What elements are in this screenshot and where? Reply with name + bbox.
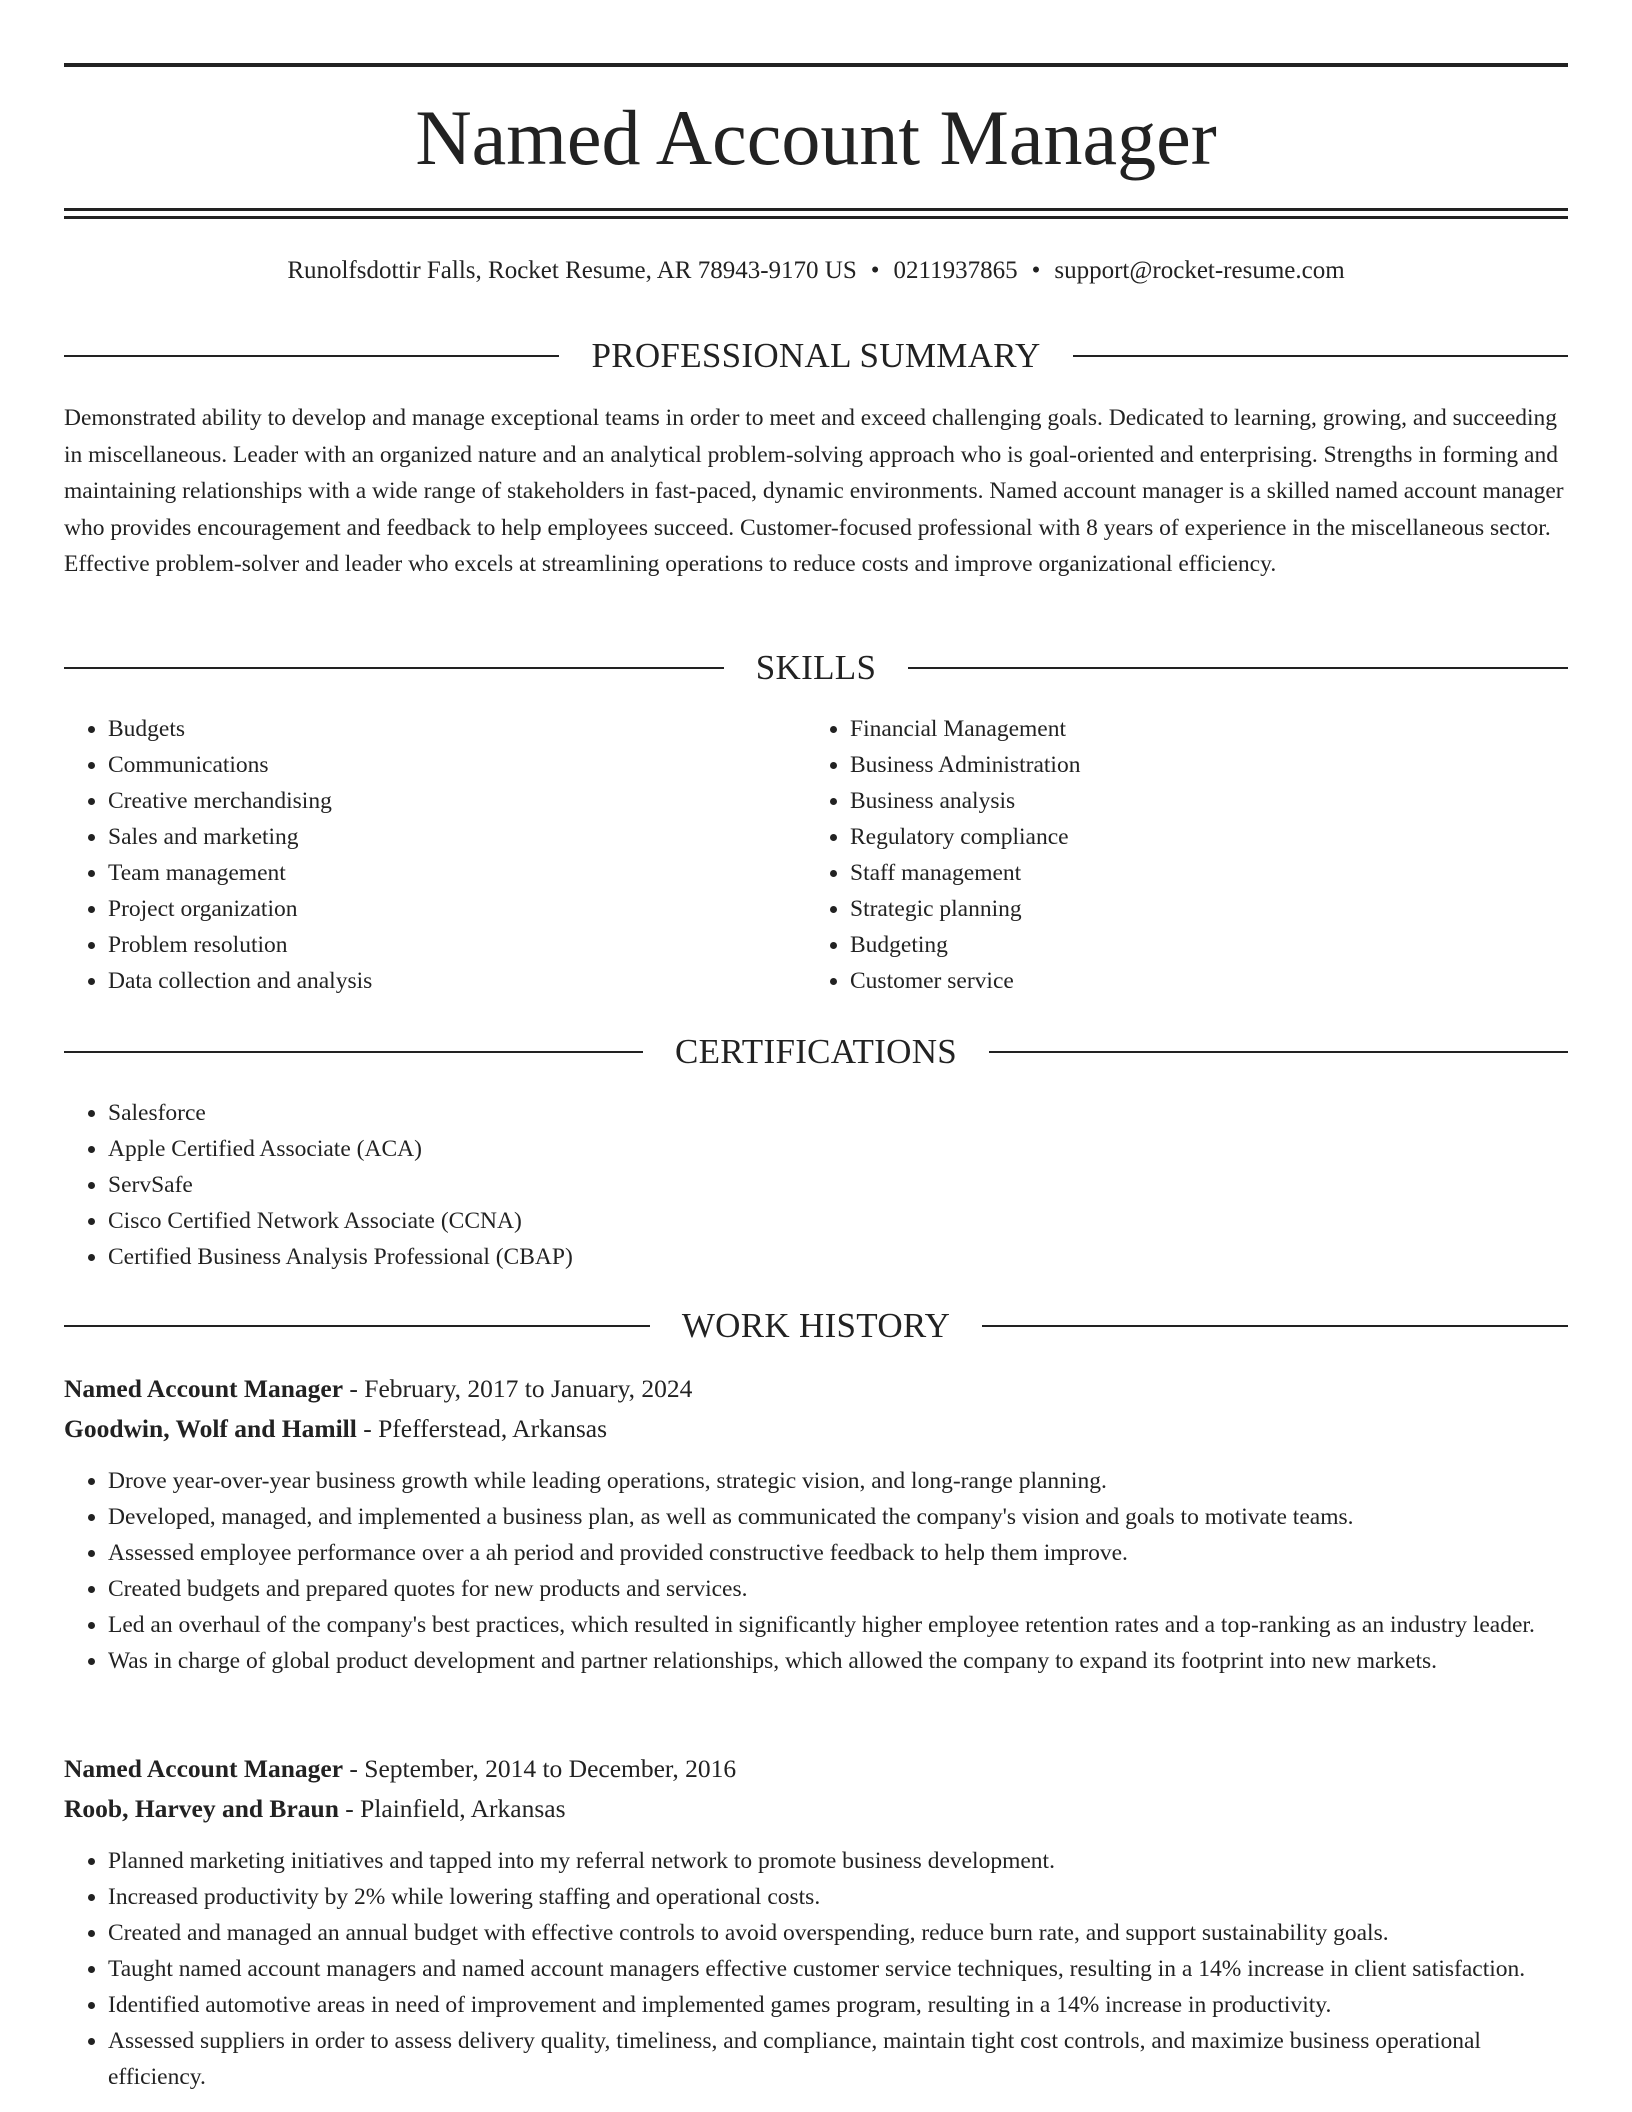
skills-list-right — [806, 711, 1550, 999]
job-dates: - September, 2014 to December, 2016 — [343, 1754, 737, 1783]
skill-item: • Team management — [108, 855, 808, 891]
skill-item: • Sales and marketing — [108, 819, 808, 855]
job-bullet-item: • Identified automotive areas in need of improvement and implemented games program, resulting in a 14% increase in productivity. — [108, 1987, 1568, 2023]
section-rule-left — [64, 355, 559, 357]
job-title-line — [64, 1749, 1568, 1789]
contact-email: support@rocket-resume.com — [1054, 257, 1345, 284]
certification-item: • Certified Business Analysis Professional (CBAP) — [108, 1239, 1568, 1275]
skill-item: • Staff management — [850, 855, 1550, 891]
section-rule-left — [64, 667, 724, 669]
job-bullet-item: • Assessed suppliers in order to assess delivery quality, timeliness, and compliance, maintain tight cost controls, and maximize business operational efficiency. — [108, 2023, 1568, 2095]
skills-list-left — [64, 711, 808, 999]
skill-item: • Budgets — [108, 711, 808, 747]
skill-item: • Data collection and analysis — [108, 963, 808, 999]
job-title: Named Account Manager — [64, 1374, 344, 1403]
job-company-line — [64, 1409, 1568, 1449]
skill-item: • Project organization — [108, 891, 808, 927]
job-bullet-item: • Drove year-over-year business growth while leading operations, strategic vision, and long-range planning. — [108, 1463, 1568, 1499]
section-heading-certifications — [64, 1030, 1568, 1074]
section-heading-work-history — [64, 1304, 1568, 1348]
job-bullet-item: • Was in charge of global product development and partner relationships, which allowed the company to expand its footprint into new markets. — [108, 1643, 1568, 1679]
job-location: - Pfefferstead, Arkansas — [356, 1414, 608, 1443]
skill-item: • Problem resolution — [108, 927, 808, 963]
certification-item: • Cisco Certified Network Associate (CCNA) — [108, 1203, 1568, 1239]
job-bullet-list — [64, 1843, 1568, 2095]
job-title-line — [64, 1369, 1568, 1409]
section-rule-right — [908, 667, 1568, 669]
job-bullet-list — [64, 1463, 1568, 1679]
job-dates: - February, 2017 to January, 2024 — [343, 1374, 693, 1403]
job-bullet-item: • Taught named account managers and named account managers effective customer service techniques, resulting in a 14% increase in client satisfaction. — [108, 1951, 1568, 1987]
section-rule-left — [64, 1051, 643, 1053]
certifications-list — [64, 1095, 1568, 1275]
section-rule-right — [1073, 355, 1568, 357]
job-company: Roob, Harvey and Braun — [64, 1794, 339, 1823]
job-title: Named Account Manager — [64, 1754, 344, 1783]
section-rule-right — [989, 1051, 1568, 1053]
section-title-work-history: WORK HISTORY — [681, 1306, 951, 1345]
skill-item: • Regulatory compliance — [850, 819, 1550, 855]
header-top-rule — [64, 63, 1568, 67]
skill-item: • Budgeting — [850, 927, 1550, 963]
job-bullet-item: • Assessed employee performance over a ah period and provided constructive feedback to help them improve. — [108, 1535, 1568, 1571]
contact-line — [64, 255, 1568, 287]
section-rule-left — [64, 1325, 650, 1327]
job-bullet-item: • Created and managed an annual budget with effective controls to avoid overspending, reduce burn rate, and support sustainability goals. — [108, 1915, 1568, 1951]
section-title-skills: SKILLS — [755, 648, 877, 687]
job-company: Goodwin, Wolf and Hamill — [64, 1414, 357, 1443]
certification-item: • ServSafe — [108, 1167, 1568, 1203]
job-company-line — [64, 1789, 1568, 1829]
contact-address: Runolfsdottir Falls, Rocket Resume, AR 78943-9170 US — [287, 257, 857, 284]
job-bullet-item: • Increased productivity by 2% while lowering staffing and operational costs. — [108, 1879, 1568, 1915]
section-heading-skills — [64, 646, 1568, 690]
section-title-certifications: CERTIFICATIONS — [674, 1032, 958, 1071]
skill-item: • Financial Management — [850, 711, 1550, 747]
job-bullet-item: • Developed, managed, and implemented a business plan, as well as communicated the company's vision and goals to motivate teams. — [108, 1499, 1568, 1535]
job-bullet-item: • Led an overhaul of the company's best practices, which resulted in significantly higher employee retention rates and a top-ranking as an industry leader. — [108, 1607, 1568, 1643]
job-location: - Plainfield, Arkansas — [338, 1794, 566, 1823]
contact-separator: • — [1031, 257, 1041, 284]
skill-item: • Creative merchandising — [108, 783, 808, 819]
contact-separator: • — [870, 257, 880, 284]
summary-paragraph: Demonstrated ability to develop and manage exceptional teams in order to meet and exceed challenging goals. Dedicated to learning, growing, and succeeding in miscellaneous. Leader with an organized nature and an analytical problem-solving approach who is goal-oriented and enterprising. Strengths in forming and maintaining relationships with a wide range of stakeholders in fast-paced, dynamic environments. Named account manager is a skilled named account manager who provides encouragement and feedback to help employees succeed. Customer-focused professional with 8 years of experience in the miscellaneous sector. Effective problem-solver and leader who excels at streamlining operations to reduce costs and improve organizational efficiency. — [64, 405, 1564, 577]
certification-item: • Salesforce — [108, 1095, 1568, 1131]
contact-phone: 0211937865 — [893, 257, 1018, 284]
header-double-rule-lower — [64, 216, 1568, 219]
skill-item: • Business Administration — [850, 747, 1550, 783]
header-double-rule-upper — [64, 208, 1568, 211]
candidate-name: Named Account Manager — [415, 94, 1217, 181]
certification-item: • Apple Certified Associate (ACA) — [108, 1131, 1568, 1167]
skill-item: • Communications — [108, 747, 808, 783]
job-bullet-item: • Created budgets and prepared quotes for new products and services. — [108, 1571, 1568, 1607]
section-rule-right — [982, 1325, 1568, 1327]
job-bullet-item: • Planned marketing initiatives and tapped into my referral network to promote business development. — [108, 1843, 1568, 1879]
skill-item: • Customer service — [850, 963, 1550, 999]
section-title-summary: PROFESSIONAL SUMMARY — [591, 336, 1041, 375]
skill-item: • Strategic planning — [850, 891, 1550, 927]
section-heading-summary — [64, 334, 1568, 378]
skill-item: • Business analysis — [850, 783, 1550, 819]
